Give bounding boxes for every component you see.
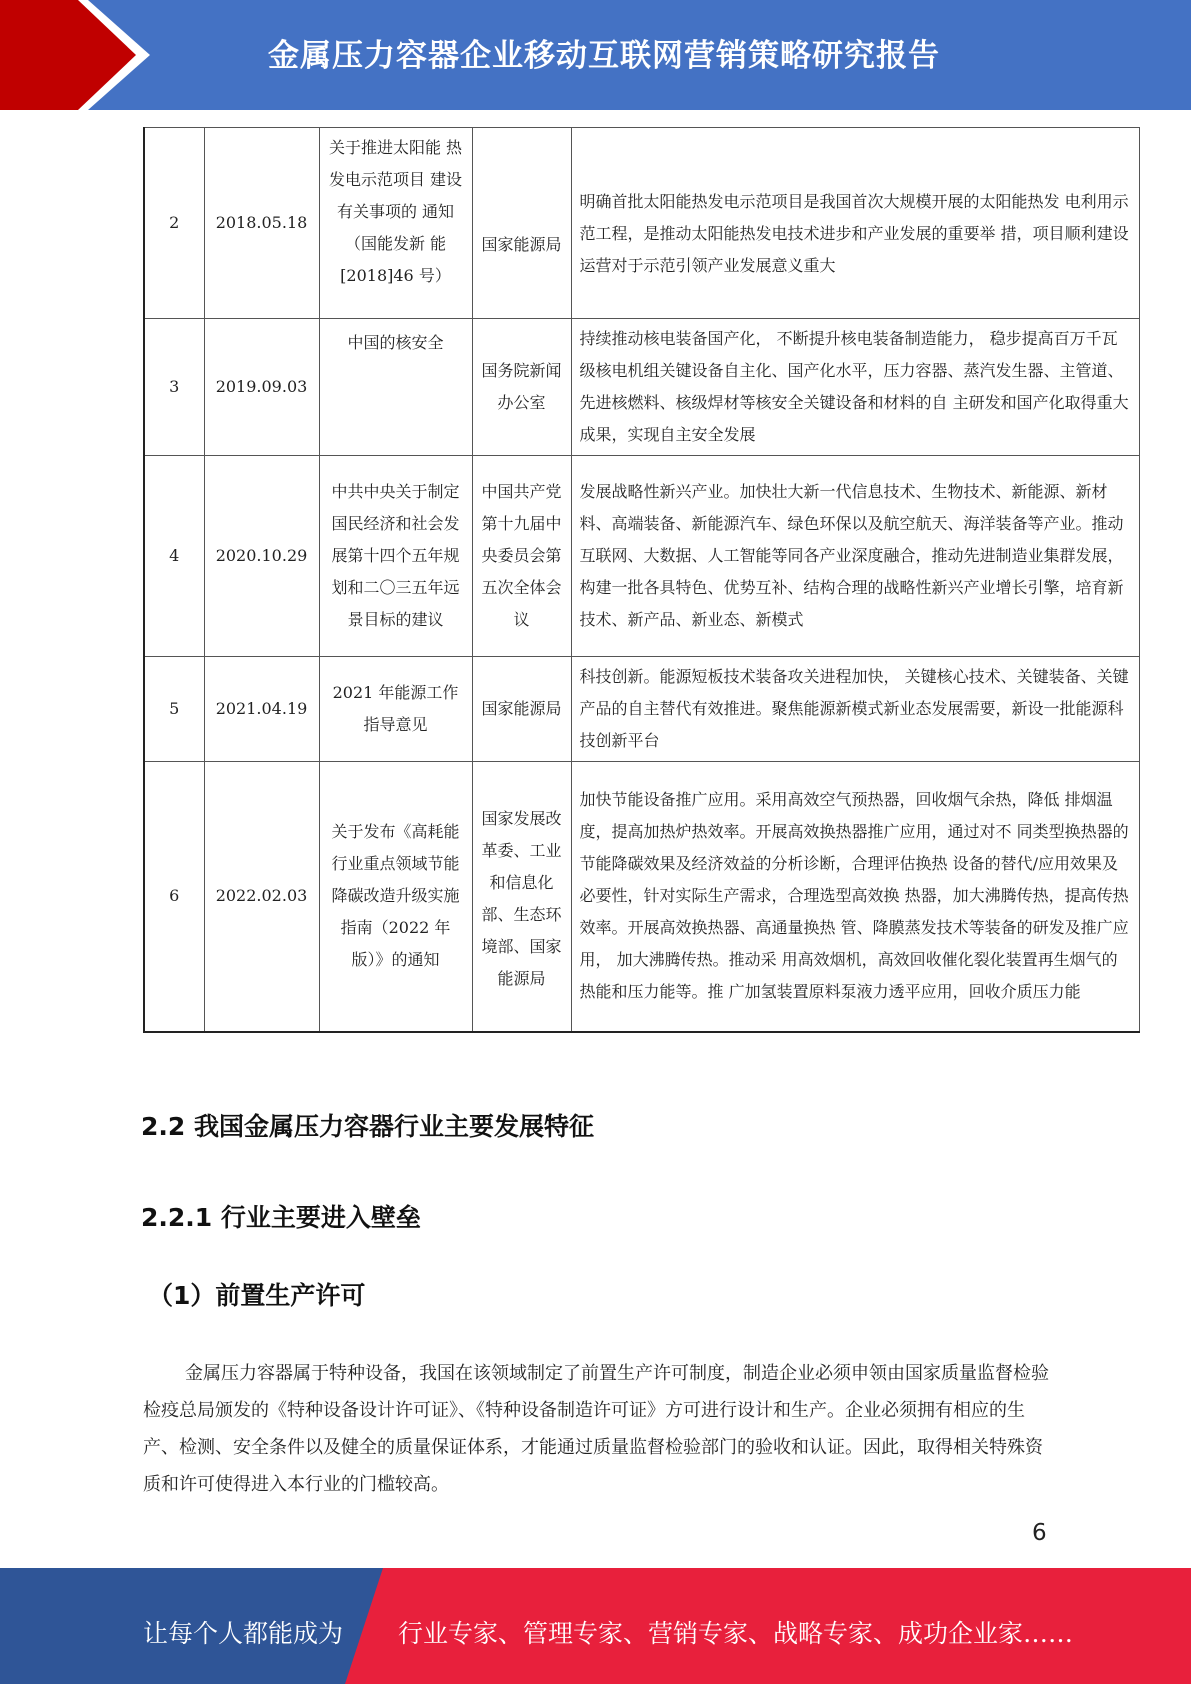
policy-table xyxy=(143,127,1140,1033)
row-policy-name: 关于推进太阳能 热发电示范项目 建设有关事项的 通知（国能发新 能[2018]46 号） xyxy=(319,128,472,319)
page-footer xyxy=(0,1568,1191,1684)
row-issuing-org: 中国共产党第十九届中央委员会第五次全体会议 xyxy=(472,456,571,657)
row-date: 2021.04.19 xyxy=(204,657,319,762)
footer-slogan-right: 行业专家、管理专家、营销专家、战略专家、成功企业家…… xyxy=(398,1619,1074,1648)
row-issuing-org: 国家能源局 xyxy=(472,128,571,319)
row-date: 2020.10.29 xyxy=(204,456,319,657)
row-date: 2019.09.03 xyxy=(204,319,319,456)
table-row xyxy=(144,319,1139,456)
report-title: 金属压力容器企业移动互联网营销策略研究报告 xyxy=(268,38,940,74)
row-number: 5 xyxy=(144,657,204,762)
row-number: 3 xyxy=(144,319,204,456)
row-issuing-org: 国家发展改革委、工业和信息化部、生态环境部、国家能源局 xyxy=(472,762,571,1032)
table-row xyxy=(144,456,1139,657)
section-heading: 2.2 我国金属压力容器行业主要发展特征 xyxy=(141,1112,594,1141)
row-number: 2 xyxy=(144,128,204,319)
row-number: 4 xyxy=(144,456,204,657)
row-description: 持续推动核电装备国产化， 不断提升核电装备制造能力， 稳步提高百万千瓦级核电机组关键设备自主化、国产化水平，压力容器、蒸汽发生器、主管道、先进核燃料、核级焊材等核安全关键设备和材料的自 主研发和国产化取得重大成果，实现自主安全发展 xyxy=(571,319,1139,456)
row-date: 2022.02.03 xyxy=(204,762,319,1032)
table-row xyxy=(144,657,1139,762)
row-description: 发展战略性新兴产业。加快壮大新一代信息技术、生物技术、新能源、新材料、高端装备、新能源汽车、绿色环保以及航空航天、海洋装备等产业。推动互联网、大数据、人工智能等同各产业深度融合，推动先进制造业集群发展，构建一批各具特色、优势互补、结构合理的战略性新兴产业增长引擎，培育新技术、新产品、新业态、新模式 xyxy=(571,456,1139,657)
table-row xyxy=(144,128,1139,319)
row-description: 明确首批太阳能热发电示范项目是我国首次大规模开展的太阳能热发 电利用示范工程，是推动太阳能热发电技术进步和产业发展的重要举 措，项目顺利建设运营对于示范引领产业发展意义重大 xyxy=(571,128,1139,319)
page-number: 6 xyxy=(1032,1520,1047,1546)
header-arrow-decoration xyxy=(0,0,200,110)
table-row xyxy=(144,762,1139,1032)
item-heading: （1）前置生产许可 xyxy=(148,1281,366,1310)
row-date: 2018.05.18 xyxy=(204,128,319,319)
page-header xyxy=(0,0,1191,110)
footer-slogan-left: 让每个人都能成为 xyxy=(143,1619,344,1648)
row-policy-name: 中国的核安全 xyxy=(319,319,472,456)
row-description: 科技创新。能源短板技术装备攻关进程加快， 关键核心技术、关键装备、关键产品的自主替代有效推进。聚焦能源新模式新业态发展需要，新设一批能源科技创新平台 xyxy=(571,657,1139,762)
row-policy-name: 中共中央关于制定国民经济和社会发展第十四个五年规划和二〇三五年远景目标的建议 xyxy=(319,456,472,657)
body-paragraph: 金属压力容器属于特种设备，我国在该领域制定了前置生产许可制度，制造企业必须申领由国家质量监督检验检疫总局颁发的《特种设备设计许可证》、《特种设备制造许可证》方可进行设计和生产。企业必须拥有相应的生产、检测、安全条件以及健全的质量保证体系，才能通过质量监督检验部门的验收和认证。因此，取得相关特殊资质和许可使得进入本行业的门槛较高。 xyxy=(143,1363,1049,1495)
subsection-heading: 2.2.1 行业主要进入壁垒 xyxy=(141,1203,421,1232)
row-policy-name: 关于发布《高耗能行业重点领域节能降碳改造升级实施指南（2022 年版）》的通知 xyxy=(319,762,472,1032)
row-number: 6 xyxy=(144,762,204,1032)
row-description: 加快节能设备推广应用。采用高效空气预热器，回收烟气余热，降低 排烟温度，提高加热炉热效率。开展高效换热器推广应用，通过对不 同类型换热器的节能降碳效果及经济效益的分析诊断，合理评估换热 设备的替代/应用效果及必要性，针对实际生产需求，合理选型高效换 热器，加大沸腾传热，提高传热效率。开展高效换热器、高通量换热 管、降膜蒸发技术等装备的研发及推广应用， 加大沸腾传热。推动采 用高效烟机，高效回收催化裂化装置再生烟气的热能和压力能等。推 广加氢装置原料泵液力透平应用，回收介质压力能 xyxy=(571,762,1139,1032)
row-policy-name: 2021 年能源工作 指导意见 xyxy=(319,657,472,762)
row-issuing-org: 国务院新闻办公室 xyxy=(472,319,571,456)
row-issuing-org: 国家能源局 xyxy=(472,657,571,762)
